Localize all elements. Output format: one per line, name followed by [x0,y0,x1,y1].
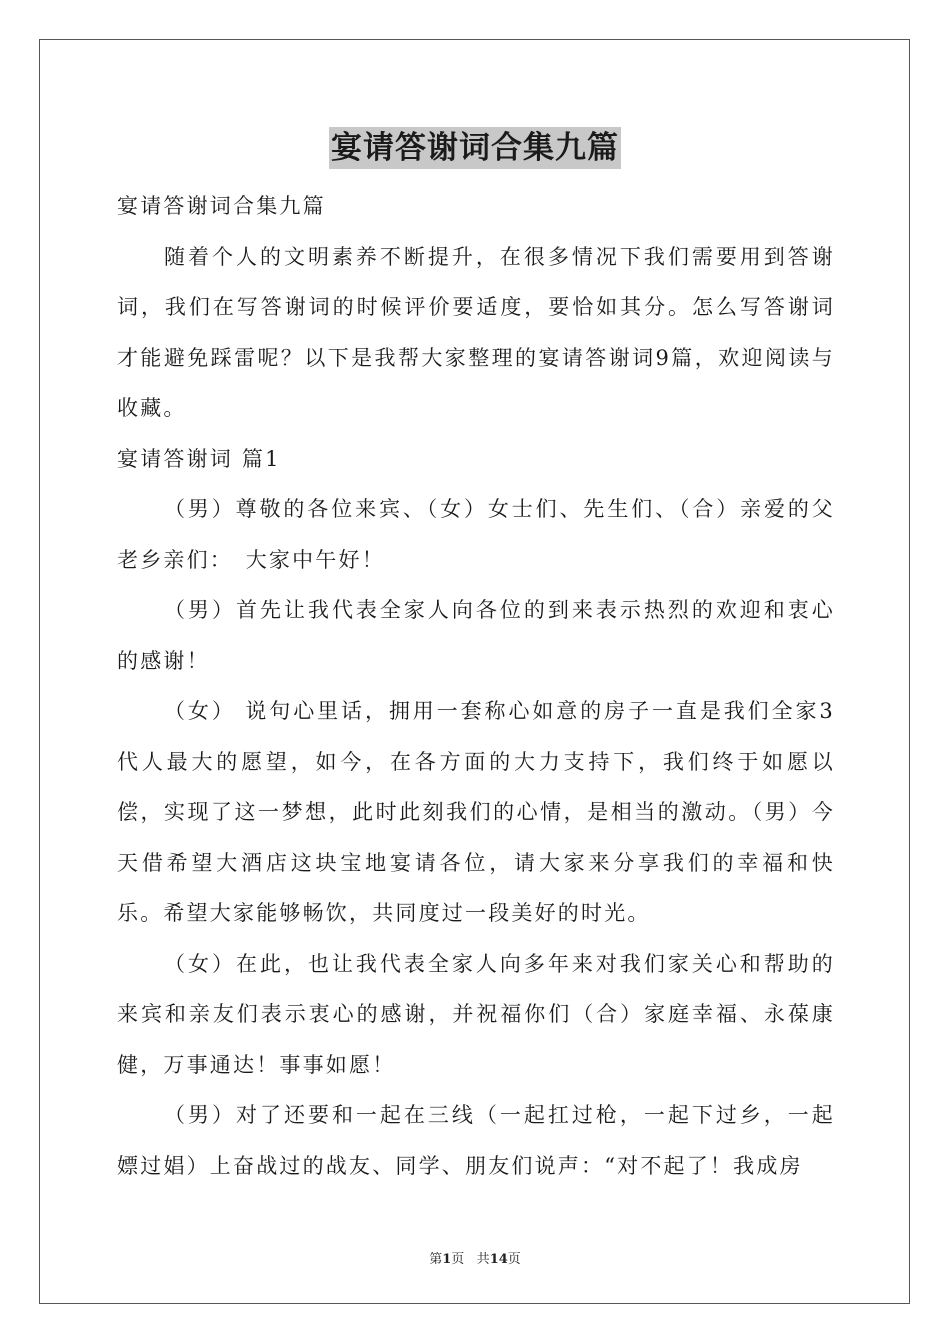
footer-total-pages: 14 [489,1252,508,1267]
title-container [0,127,950,169]
document-body [117,181,835,1191]
footer-total-suffix: 页 [507,1252,521,1267]
paragraph: 宴请答谢词合集九篇 [117,194,326,218]
footer-page-number: 1 [442,1252,452,1267]
paragraph: （男）首先让我代表全家人向各位的到来表示热烈的欢迎和衷心的感谢！ [117,598,835,673]
paragraph: （男）对了还要和一起在三线（一起扛过枪，一起下过乡，一起嫖过娼）上奋战过的战友、同学、朋友们说声：“对不起了！我成房 [117,1103,835,1178]
footer-page-prefix: 第 [429,1252,443,1267]
footer-page-suffix: 页 [451,1252,465,1267]
document-title: 宴请答谢词合集九篇 [329,127,621,169]
paragraph: （女） 说句心里话，拥用一套称心如意的房子一直是我们全家3代人最大的愿望，如今，在各方面的大力支持下，我们终于如愿以偿，实现了这一梦想，此时此刻我们的心情，是相当的激动。（男）今天借希望大酒店这块宝地宴请各位，请大家来分享我们的幸福和快乐。希望大家能够畅饮，共同度过一段美好的时光。 [117,699,835,925]
paragraph: （女）在此，也让我代表全家人向多年来对我们家关心和帮助的来宾和亲友们表示衷心的感谢，并祝福你们（合）家庭幸福、永葆康健，万事通达！事事如愿！ [117,951,835,1077]
section-heading: 宴请答谢词 篇1 [117,446,281,471]
paragraph: （男）尊敬的各位来宾、（女）女士们、先生们、（合）亲爱的父老乡亲们： 大家中午好！ [117,497,835,572]
paragraph: 随着个人的文明素养不断提升，在很多情况下我们需要用到答谢词，我们在写答谢词的时候评价要适度，要恰如其分。怎么写答谢词才能避免踩雷呢？以下是我帮大家整理的宴请答谢词9篇，欢迎阅读与收藏。 [117,244,835,420]
footer-total-prefix: 共 [476,1252,490,1267]
page-footer [0,1248,950,1267]
